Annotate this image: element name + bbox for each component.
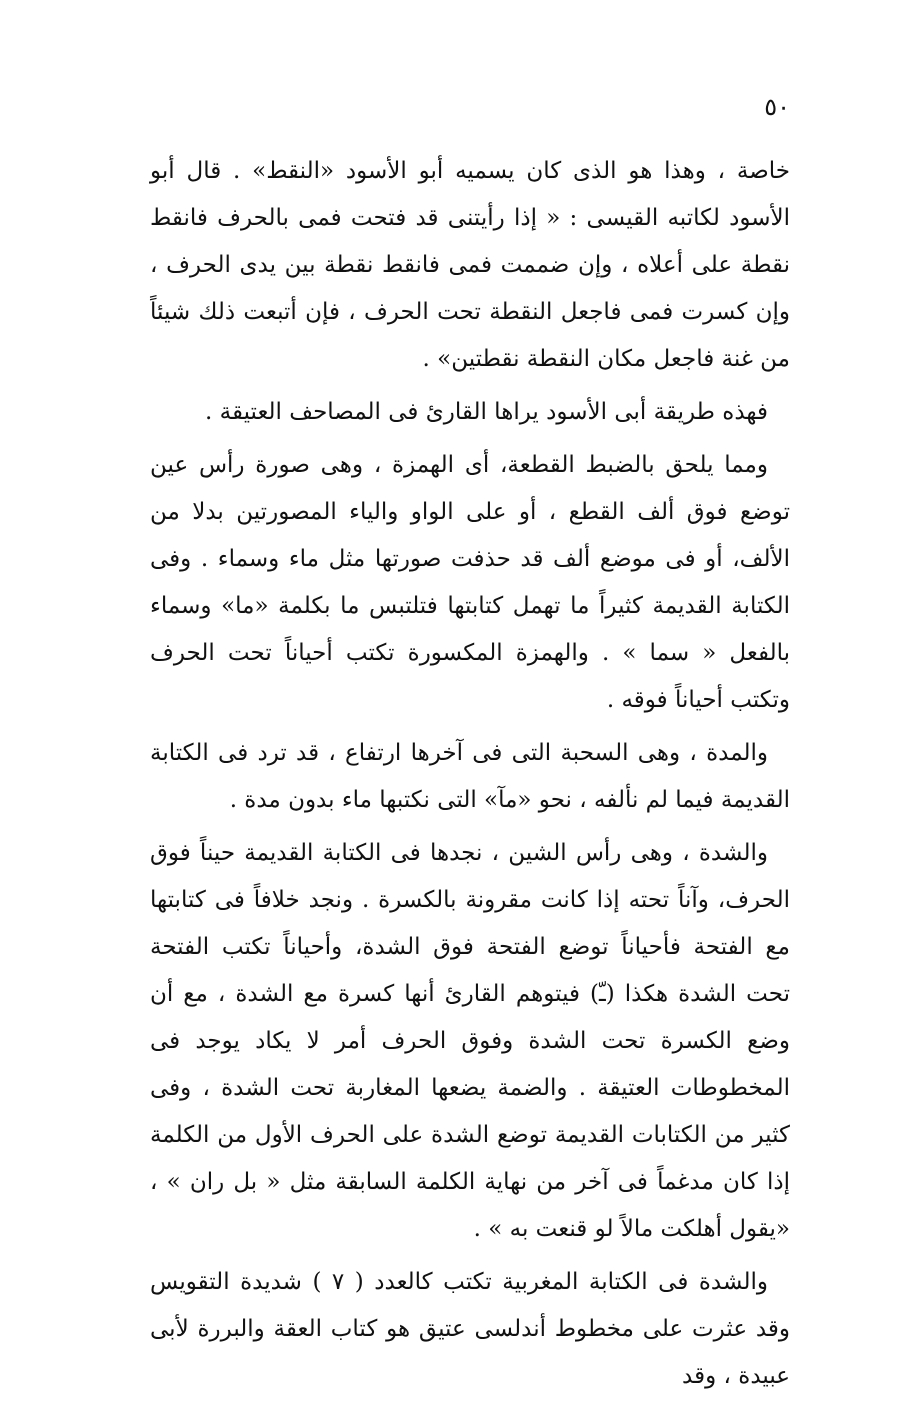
page-number: ٥٠ bbox=[764, 93, 790, 121]
body-text bbox=[150, 148, 790, 1406]
paragraph-hamza: ومما يلحق بالضبط القطعة، أى الهمزة ، وهى صورة رأس عين توضع فوق ألف القطع ، أو على الواو والياء المصورتين بدلا من الألف، أو فى موضع ألف قد حذفت صورتها مثل ماء وسماء . وفى الكتابة القديمة كثيراً ما تهمل كتابتها فتلتبس ما بكلمة «ما» وسماء بالفعل « سما » . والهمزة المكسورة تكتب أحياناً تحت الحرف وتكتب أحياناً فوقه . bbox=[150, 452, 790, 713]
paragraph-abu-aswad-quote: خاصة ، وهذا هو الذى كان يسميه أبو الأسود «النقط» . قال أبو الأسود لكاتبه القيسى : « إذا رأيتنى قد فتحت فمى بالحرف فانقط نقطة على أعلاه ، وإن ضممت فمى فانقط نقطة بين يدى الحرف ، وإن كسرت فمى فاجعل النقطة تحت الحرف ، فإن أتبعت ذلك شيئاً من غنة فاجعل مكان النقطة نقطتين» . bbox=[150, 158, 790, 372]
paragraph-shadda-maghribi: والشدة فى الكتابة المغربية تكتب كالعدد ( ٧ ) شديدة التقويس وقد عثرت على مخطوط أندلسى عتيق هو كتاب العقة والبررة لأبى عبيدة ، وقد bbox=[150, 1269, 790, 1389]
paragraph-abu-aswad-method: فهذه طريقة أبى الأسود يراها القارئ فى المصاحف العتيقة . bbox=[204, 399, 768, 425]
paragraph-madda: والمدة ، وهى السحبة التى فى آخرها ارتفاع ، قد ترد فى الكتابة القديمة فيما لم نألفه ، نحو «مآ» التى نكتبها ماء بدون مدة . bbox=[150, 740, 790, 813]
paragraph-shadda: والشدة ، وهى رأس الشين ، نجدها فى الكتابة القديمة حيناً فوق الحرف، وآناً تحته إذا كانت مقرونة بالكسرة . ونجد خلافاً فى كتابتها مع الفتحة فأحياناً توضع الفتحة فوق الشدة، وأحياناً تكتب الفتحة تحت الشدة هكذا (ـّ) فيتوهم القارئ أنها كسرة مع الشدة ، مع أن وضع الكسرة تحت الشدة وفوق الحرف أمر لا يكاد يوجد فى المخطوطات العتيقة . والضمة يضعها المغاربة تحت الشدة ، وفى كثير من الكتابات القديمة توضع الشدة على الحرف الأول من الكلمة إذا كان مدغماً فى آخر من نهاية الكلمة السابقة مثل « بل ران » ، «يقول أهلكت مالاً لو قنعت به » . bbox=[150, 840, 790, 1242]
